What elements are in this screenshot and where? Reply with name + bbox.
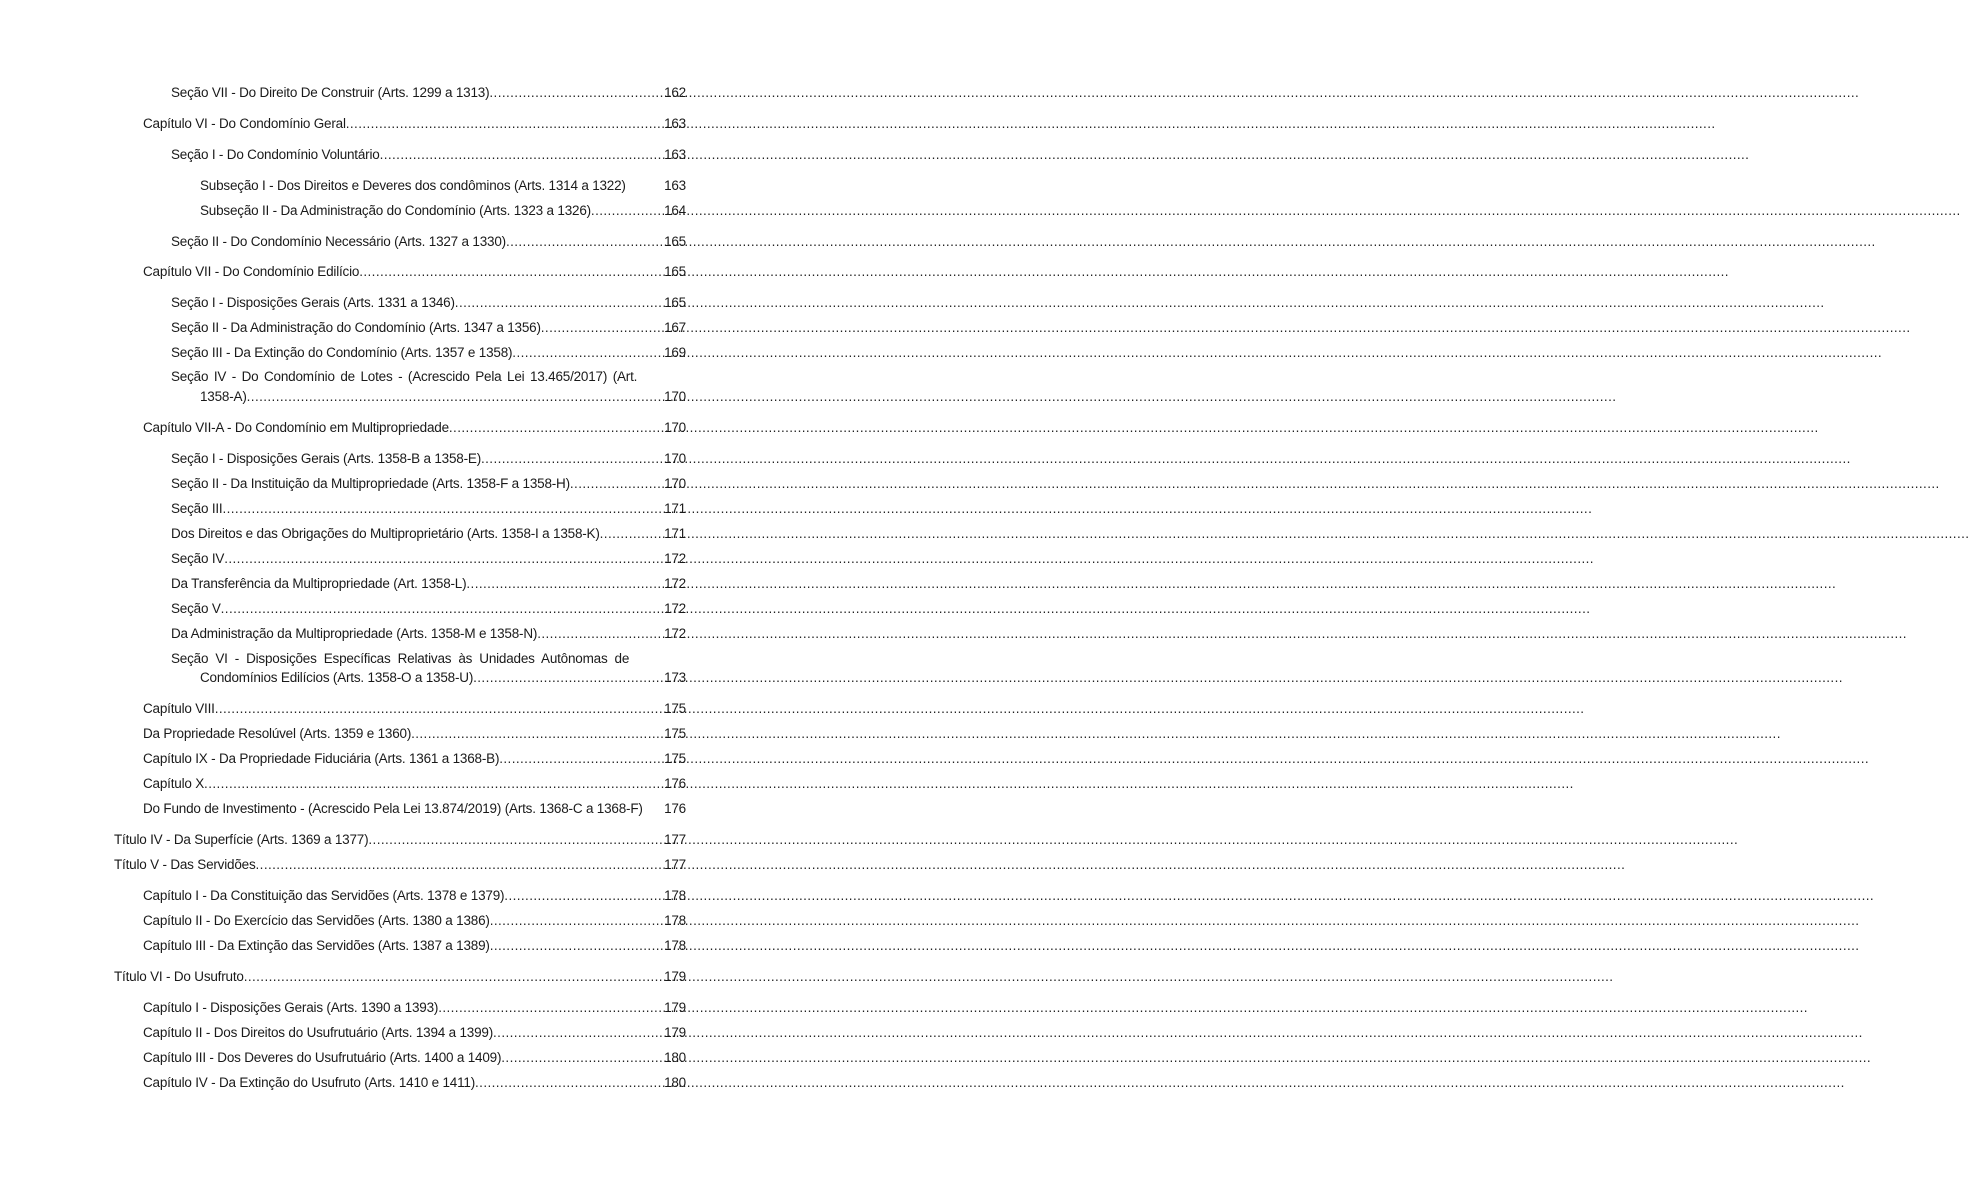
toc-entry-title-line2: Condomínios Edilícios (Arts. 1358-O a 1358-U) <box>200 670 474 685</box>
toc-page-number: 172 <box>664 551 686 566</box>
dot-leader <box>489 83 632 102</box>
toc-page-number: 165 <box>664 264 686 279</box>
toc-entry-title: Capítulo III - Dos Deveres do Usufrutuário (Arts. 1400 a 1409) <box>143 1050 502 1065</box>
toc-entry-title: Da Transferência da Multipropriedade (Art. 1358-L) <box>171 576 467 591</box>
toc-entry-title-line1: Seção IV - Do Condomínio de Lotes - (Acrescido Pela Lei 13.465/2017) (Art. <box>171 369 638 384</box>
toc-entry-title: Seção IV <box>171 551 225 566</box>
toc-page-number: 180 <box>664 1050 686 1065</box>
dot-leader <box>537 624 632 643</box>
toc-page-number: 167 <box>664 320 686 335</box>
toc-page-number: 164 <box>664 203 686 218</box>
dot-leader <box>380 145 632 164</box>
dot-leader <box>570 474 632 493</box>
toc-page <box>0 0 800 1199</box>
dot-leader <box>490 911 632 930</box>
toc-page-number: 177 <box>664 857 686 872</box>
dot-leader <box>493 1023 632 1042</box>
toc-entry-title: Capítulo VII-A - Do Condomínio em Multipropriedade <box>143 420 449 435</box>
toc-page-number: 172 <box>664 576 686 591</box>
dot-leader <box>359 262 632 281</box>
dot-leader <box>475 1073 632 1092</box>
toc-entry-title: Seção II - Da Administração do Condomínio (Arts. 1347 a 1356) <box>171 320 541 335</box>
dot-leader <box>600 524 632 543</box>
toc-page-number: 173 <box>664 670 686 685</box>
toc-entry-title: Título VI - Do Usufruto <box>114 969 244 984</box>
toc-page-number: 175 <box>664 701 686 716</box>
toc-entry-title: Capítulo VI - Do Condomínio Geral <box>143 116 346 131</box>
toc-page-number: 178 <box>664 888 686 903</box>
toc-entry-title: Capítulo I - Da Constituição das Servidões (Arts. 1378 e 1379) <box>143 888 505 903</box>
toc-page-number: 178 <box>664 938 686 953</box>
toc-page-number: 176 <box>664 801 686 816</box>
dot-leader <box>455 293 632 312</box>
toc-page-number: 177 <box>664 832 686 847</box>
toc-entry-title: Capítulo III - Da Extinção das Servidões (Arts. 1387 a 1389) <box>143 938 490 953</box>
toc-entry-title: Da Administração da Multipropriedade (Arts. 1358-M e 1358-N) <box>171 626 538 641</box>
toc-entry-title-line2: 1358-A) <box>200 389 247 404</box>
toc-page-number: 163 <box>664 178 686 193</box>
toc-page-number: 178 <box>664 913 686 928</box>
toc-entry-title: Seção II - Da Instituição da Multipropriedade (Arts. 1358-F a 1358-H) <box>171 476 570 491</box>
dot-leader <box>591 201 632 220</box>
toc-page-number: 170 <box>664 451 686 466</box>
dot-leader <box>346 114 632 133</box>
dot-leader <box>204 774 632 793</box>
toc-entry-title: Título V - Das Servidões <box>114 857 256 872</box>
toc-page-number: 170 <box>664 420 686 435</box>
dot-leader <box>221 599 632 618</box>
toc-entry-title: Capítulo VIII <box>143 701 215 716</box>
toc-entry-title: Seção V <box>171 601 221 616</box>
toc-page-number: 163 <box>664 147 686 162</box>
toc-page-number: 172 <box>664 601 686 616</box>
dot-leader <box>224 549 632 568</box>
toc-entry-title: Seção III - Da Extinção do Condomínio (Arts. 1357 e 1358) <box>171 345 513 360</box>
toc-entry-title: Seção VII - Do Direito De Construir (Arts. 1299 a 1313) <box>171 85 490 100</box>
dot-leader <box>512 343 632 362</box>
dot-leader <box>504 886 632 905</box>
toc-page-number: 179 <box>664 1025 686 1040</box>
toc-entry-title: Seção I - Do Condomínio Voluntário <box>171 147 380 162</box>
dot-leader <box>499 749 632 768</box>
toc-page-number: 170 <box>664 476 686 491</box>
toc-entry-title: Capítulo I - Disposições Gerais (Arts. 1390 a 1393) <box>143 1000 439 1015</box>
dot-leader <box>368 830 632 849</box>
dot-leader <box>244 967 632 986</box>
toc-entry-title: Seção II - Do Condomínio Necessário (Arts. 1327 a 1330) <box>171 234 506 249</box>
toc-page-number: 172 <box>664 626 686 641</box>
toc-entry-title: Título IV - Da Superfície (Arts. 1369 a 1377) <box>114 832 369 847</box>
toc-entry-title: Seção I - Disposições Gerais (Arts. 1331 a 1346) <box>171 295 455 310</box>
dot-leader <box>473 668 632 687</box>
toc-entry-title: Seção III <box>171 501 223 516</box>
toc-entry-title: Capítulo IV - Da Extinção do Usufruto (Arts. 1410 e 1411) <box>143 1075 476 1090</box>
toc-page-number: 163 <box>664 116 686 131</box>
toc-entry-title: Da Propriedade Resolúvel (Arts. 1359 e 1360) <box>143 726 412 741</box>
dot-leader <box>449 418 632 437</box>
toc-page-number: 169 <box>664 345 686 360</box>
toc-entry-title: Capítulo II - Do Exercício das Servidões (Arts. 1380 a 1386) <box>143 913 490 928</box>
toc-entry-title: Seção I - Disposições Gerais (Arts. 1358-B a 1358-E) <box>171 451 481 466</box>
toc-entry-title: Subseção I - Dos Direitos e Deveres dos condôminos (Arts. 1314 a 1322) <box>200 178 626 193</box>
dot-leader <box>490 936 632 955</box>
toc-page-number: 171 <box>664 501 686 516</box>
toc-entry-title: Subseção II - Da Administração do Condomínio (Arts. 1323 a 1326) <box>200 203 591 218</box>
toc-page-number: 175 <box>664 751 686 766</box>
toc-entry-title: Capítulo II - Dos Direitos do Usufrutuário (Arts. 1394 a 1399) <box>143 1025 494 1040</box>
dot-leader <box>481 449 632 468</box>
dot-leader <box>501 1048 632 1067</box>
dot-leader <box>247 387 632 406</box>
toc-page-number: 170 <box>664 389 686 404</box>
toc-entry-title: Dos Direitos e das Obrigações do Multiproprietário (Arts. 1358-I a 1358-K) <box>171 526 600 541</box>
toc-page-number: 179 <box>664 1000 686 1015</box>
toc-page-number: 175 <box>664 726 686 741</box>
dot-leader <box>256 855 632 874</box>
toc-entry-title: Do Fundo de Investimento - (Acrescido Pela Lei 13.874/2019) (Arts. 1368-C a 1368-F) <box>143 801 643 816</box>
toc-page-number: 179 <box>664 969 686 984</box>
toc-entry-title: Capítulo VII - Do Condomínio Edilício <box>143 264 360 279</box>
toc-page-number: 180 <box>664 1075 686 1090</box>
dot-leader <box>411 724 632 743</box>
toc-page-number: 165 <box>664 234 686 249</box>
dot-leader <box>438 998 632 1017</box>
dot-leader <box>506 232 632 251</box>
toc-page-number: 171 <box>664 526 686 541</box>
dot-leader <box>466 574 632 593</box>
dot-leader <box>215 699 632 718</box>
toc-page-number: 162 <box>664 85 686 100</box>
toc-entry-title: Capítulo X <box>143 776 205 791</box>
toc-entry-title-line1: Seção VI - Disposições Específicas Relativas às Unidades Autônomas de <box>171 651 630 666</box>
dot-leader <box>222 499 632 518</box>
toc-page-number: 176 <box>664 776 686 791</box>
toc-entry-title: Capítulo IX - Da Propriedade Fiduciária (Arts. 1361 a 1368-B) <box>143 751 500 766</box>
dot-leader <box>541 318 632 337</box>
toc-page-number: 165 <box>664 295 686 310</box>
